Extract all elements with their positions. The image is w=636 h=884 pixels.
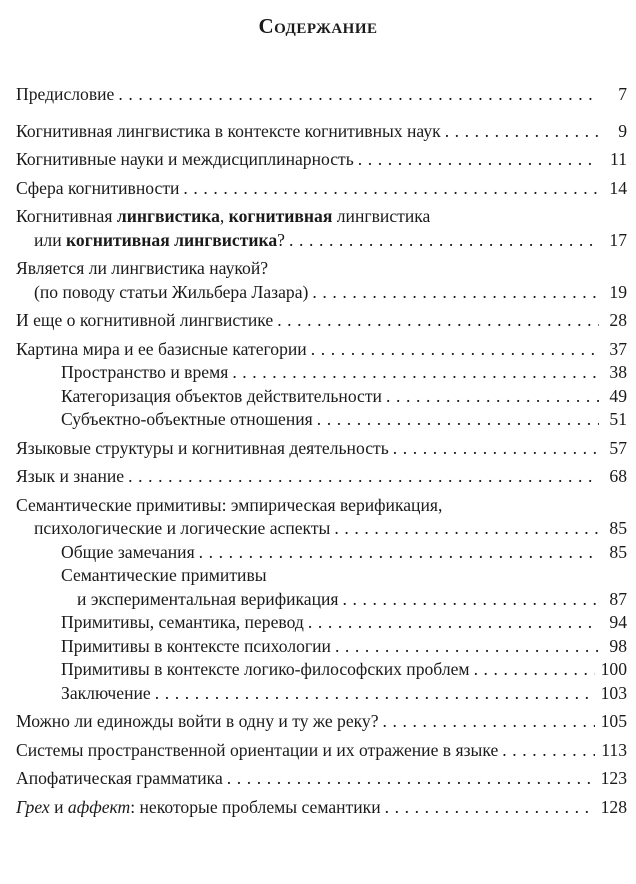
entry-title: Можно ли единожды войти в одну и ту же реку? [16,711,379,731]
toc-subentry[interactable] [16,658,627,682]
entry-title: Категоризация объектов действительности [61,385,382,406]
entry-title-line: Семантические примитивы: эмпирическая верификация, [16,494,443,515]
entry-title: Предисловие [16,84,115,104]
title-fragment-bold: лингвистика [116,206,220,226]
dot-leader [312,281,599,305]
page-number: 85 [609,518,627,538]
toc-entry[interactable] [16,120,627,144]
dot-leader [289,229,599,253]
dot-leader [383,710,595,734]
page-number: 103 [600,682,627,703]
entry-title: Когнитивная лингвистика в контексте когнитивных наук [16,120,441,141]
title-fragment: лингвистика [332,206,431,226]
entry-title: Язык и знание [16,466,125,486]
title-fragment: или [34,229,67,250]
dot-leader [358,148,599,172]
title-fragment-bold: когнитивная [228,206,333,226]
toc-subentry[interactable] [16,611,627,635]
dot-leader [334,517,599,541]
entry-title: Примитивы в контексте психологии [61,635,331,656]
page-number: 51 [609,409,627,429]
title-fragment-italic: Грех [16,796,50,817]
dot-leader [232,361,599,385]
toc-entry[interactable] [16,177,627,201]
toc-entry[interactable] [16,257,627,304]
page-number: 94 [609,612,627,632]
toc-subentry[interactable] [16,682,627,706]
toc-subentry[interactable] [16,635,627,659]
toc-entry[interactable] [16,796,627,820]
entry-title: Системы пространственной ориентации и их отражение в языке [16,739,499,760]
title-fragment: и [49,796,68,817]
entry-title-line [16,205,627,229]
dot-leader [386,385,599,409]
entry-title: Апофатическая грамматика [16,768,223,788]
page-number: 85 [609,541,627,562]
title-fragment: ? [277,229,285,250]
page-number: 28 [609,310,627,330]
entry-title: Субъектно-объектные отношения [61,409,313,429]
title-fragment-bold: когнитивная лингвистика [66,229,278,250]
entry-title-line: (по поводу статьи Жильбера Лазара) [34,281,309,302]
table-of-contents [16,83,627,819]
entry-title: Общие замечания [61,541,195,562]
page-number: 37 [609,338,627,359]
entry-title: Картина мира и ее базисные категории [16,338,307,359]
toc-subentry[interactable] [16,564,627,611]
page-number: 11 [610,149,627,169]
title-fragment: Когнитивная [16,206,117,226]
entry-title: И еще о когнитивной лингвистике [16,310,274,330]
entry-title: Примитивы в контексте логико-философских проблем [61,659,470,679]
dot-leader [311,338,599,362]
entry-title: Сфера когнитивности [16,177,180,198]
toc-entry[interactable] [16,309,627,333]
dot-leader [393,437,599,461]
dot-leader [343,588,599,612]
toc-entry[interactable] [16,338,627,362]
entry-title-line: и экспериментальная верификация [77,588,339,609]
dot-leader [317,408,599,432]
dot-leader [474,658,595,682]
dot-leader [502,739,595,763]
dot-leader [308,611,599,635]
page-number: 87 [609,588,627,609]
entry-title: Примитивы, семантика, перевод [61,612,304,632]
toc-entry[interactable] [16,205,627,252]
page-number: 49 [609,385,627,406]
toc-entry[interactable] [16,494,627,541]
page-number: 19 [609,281,627,302]
toc-entry[interactable] [16,465,627,489]
entry-title-line: психологические и логические аспекты [34,518,331,538]
toc-entry[interactable] [16,83,627,107]
dot-leader [155,682,595,706]
dot-leader [445,120,599,144]
page-number: 105 [600,711,627,731]
page-number: 17 [609,229,627,250]
toc-entry[interactable] [16,767,627,791]
page-number: 38 [609,362,627,382]
page-number: 9 [618,120,627,141]
page-number: 113 [601,739,627,760]
entry-title: Языковые структуры и когнитивная деятельность [16,437,389,458]
entry-title: Когнитивные науки и междисциплинарность [16,149,354,169]
page-title: Содержание [258,14,378,38]
entry-title-line: Является ли лингвистика наукой? [16,258,269,278]
title-fragment: : некоторые проблемы семантики [130,796,381,817]
page-number: 128 [600,796,627,817]
dot-leader [118,83,599,107]
page-number: 68 [609,466,627,486]
toc-entry[interactable] [16,710,627,734]
toc-subentry[interactable] [16,541,627,565]
title-fragment: , [219,206,229,226]
dot-leader [183,177,599,201]
toc-subentry[interactable] [16,361,627,385]
dot-leader [128,465,599,489]
dot-leader [277,309,599,333]
toc-entry[interactable] [16,437,627,461]
entry-title: Пространство и время [61,362,229,382]
dot-leader [199,541,599,565]
toc-entry[interactable] [16,148,627,172]
toc-entry[interactable] [16,739,627,763]
dot-leader [335,635,599,659]
section-gap [16,107,627,120]
page-number: 123 [600,768,627,788]
entry-title-line [34,229,285,253]
page-number: 100 [600,659,627,679]
dot-leader [385,796,595,820]
title-fragment-italic: аффект [67,796,131,817]
toc-subentry[interactable] [16,408,627,432]
page-number: 57 [609,437,627,458]
page-number: 98 [609,635,627,656]
dot-leader [227,767,595,791]
page-number: 7 [618,84,627,104]
entry-title [16,796,381,820]
entry-title: Заключение [61,682,151,703]
page-number: 14 [609,177,627,198]
entry-title-line: Семантические примитивы [61,565,267,585]
toc-subentry[interactable] [16,385,627,409]
